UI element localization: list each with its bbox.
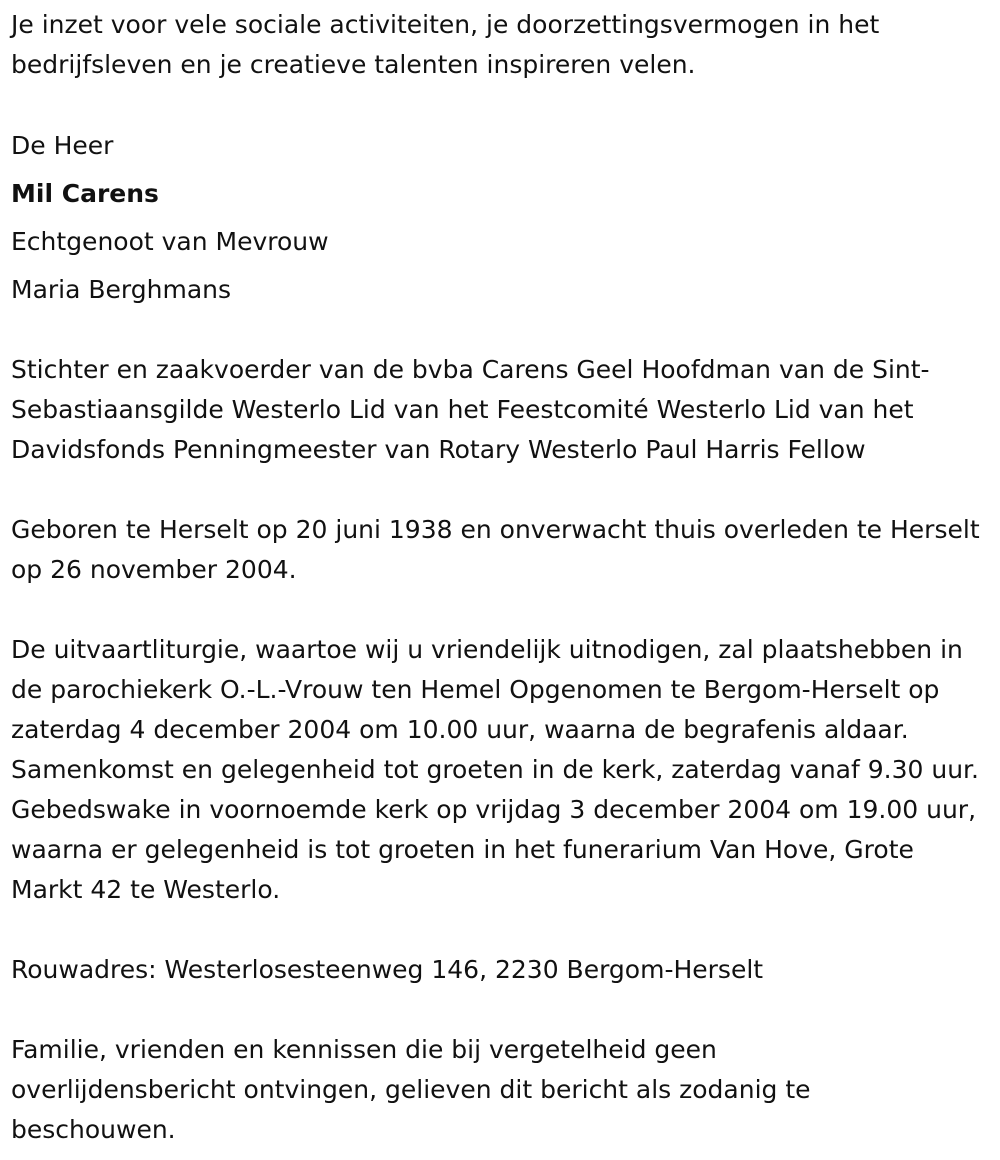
functions-paragraph: Stichter en zaakvoerder van de bvba Carens Geel Hoofdman van de Sint-Sebastiaansgilde Westerlo Lid van het Feestcomité Westerlo Lid van het Davidsfonds Penningmeester van Rotary Westerlo Paul Harris Fellow: [11, 355, 930, 464]
closing-paragraph: Familie, vrienden en kennissen die bij vergetelheid geen overlijdensbericht ontvingen, gelieven dit bericht als zodanig te beschouwen.: [11, 1035, 811, 1144]
birth-death-paragraph: Geboren te Herselt op 20 juni 1938 en onverwacht thuis overleden te Herselt op 26 november 2004.: [11, 515, 980, 584]
salutation: De Heer: [11, 131, 114, 160]
spouse-line-1: Echtgenoot van Mevrouw: [11, 227, 329, 256]
spouse-line-2: Maria Berghmans: [11, 275, 232, 304]
funeral-paragraph: De uitvaartliturgie, waartoe wij u vriendelijk uitnodigen, zal plaatshebben in de parochiekerk O.-L.-Vrouw ten Hemel Opgenomen te Bergom-Herselt op zaterdag 4 december 2004 om 10.00 uur, waarna de begrafenis aldaar. Samenkomst en gelegenheid tot groeten in de kerk, zaterdag vanaf 9.30 uur. Gebedswake in voornoemde kerk op vrijdag 3 december 2004 om 19.00 uur, waarna er gelegenheid is tot groeten in het funerarium Van Hove, Grote Markt 42 te Westerlo.: [11, 635, 979, 904]
intro-paragraph: Je inzet voor vele sociale activiteiten, je doorzettingsvermogen in het bedrijfsleven en je creatieve talenten inspireren velen.: [11, 10, 880, 79]
deceased-name: Mil Carens: [11, 179, 159, 208]
address-line: Rouwadres: Westerlosesteenweg 146, 2230 Bergom-Herselt: [11, 955, 764, 984]
